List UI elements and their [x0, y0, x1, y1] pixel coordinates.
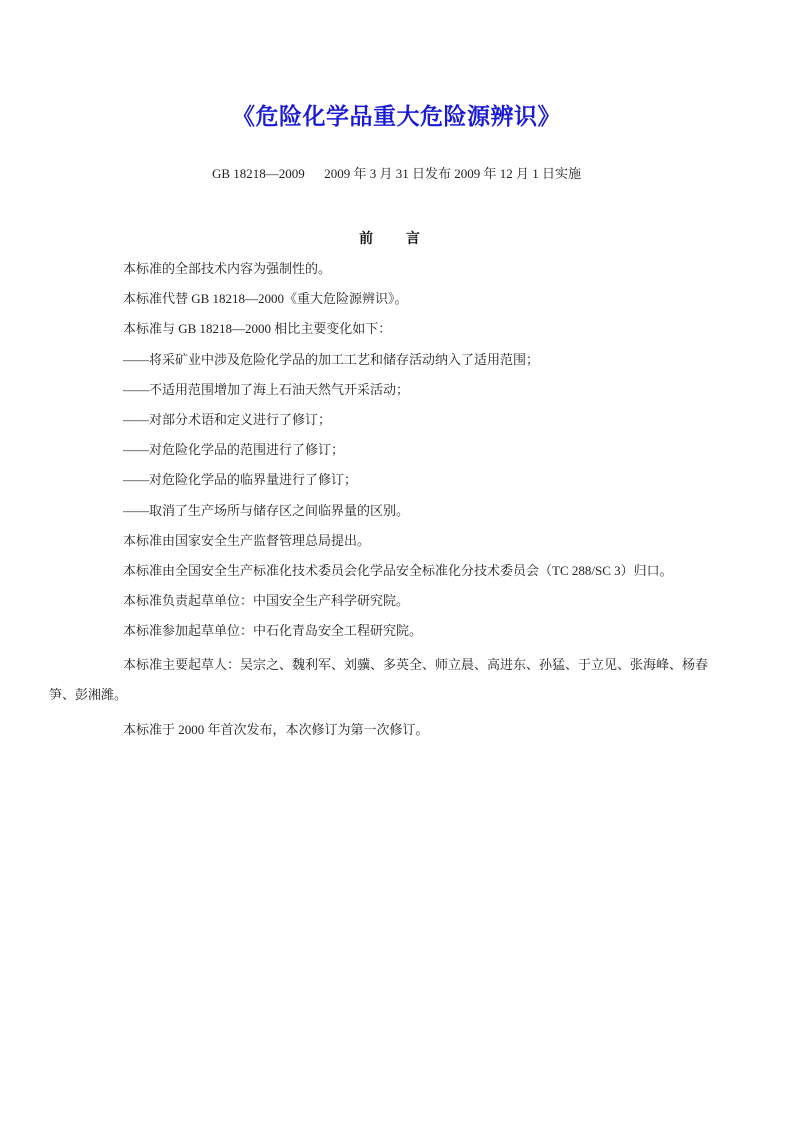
list-item: ——对部分术语和定义进行了修订； — [123, 411, 332, 427]
paragraph: 本标准于 2000 年首次发布，本次修订为第一次修订。 — [123, 722, 429, 738]
standard-meta: GB 18218—2009 2009 年 3 月 31 日发布 2009 年 12 月 1 日实施 — [211, 166, 582, 181]
list-item: ——对危险化学品的范围进行了修订； — [123, 442, 345, 458]
paragraph: 本标准由全国安全生产标准化技术委员会化学品安全标准化分技术委员会（TC 288/SC 3）归口。 — [123, 562, 673, 578]
list-item: ——对危险化学品的临界量进行了修订； — [123, 472, 358, 488]
list-item: ——将采矿业中涉及危险化学品的加工工艺和储存活动纳入了适用范围； — [123, 351, 540, 367]
list-item: ——取消了生产场所与储存区之间临界量的区别。 — [123, 502, 410, 518]
paragraph: 本标准的全部技术内容为强制性的。 — [123, 261, 332, 276]
paragraph: 本标准参加起草单位：中石化青岛安全工程研究院。 — [123, 623, 423, 639]
list-item: ——不适用范围增加了海上石油天然气开采活动； — [123, 381, 410, 397]
document-body — [49, 258, 726, 750]
paragraph: 本标准主要起草人：吴宗之、魏利军、刘骥、多英全、师立晨、高进东、孙猛、于立见、张海峰、杨春笋、彭湘潍。 — [49, 657, 709, 703]
paragraph: 本标准代替 GB 18218—2000《重大危险源辨识》。 — [123, 291, 408, 307]
section-heading: 前 言 — [359, 231, 434, 247]
paragraph: 本标准与 GB 18218—2000 相比主要变化如下： — [123, 321, 392, 337]
document-title: 《危险化学品重大危险源辨识》 — [232, 104, 561, 130]
paragraph: 本标准负责起草单位：中国安全生产科学研究院。 — [123, 593, 410, 609]
paragraph: 本标准由国家安全生产监督管理总局提出。 — [123, 532, 371, 548]
